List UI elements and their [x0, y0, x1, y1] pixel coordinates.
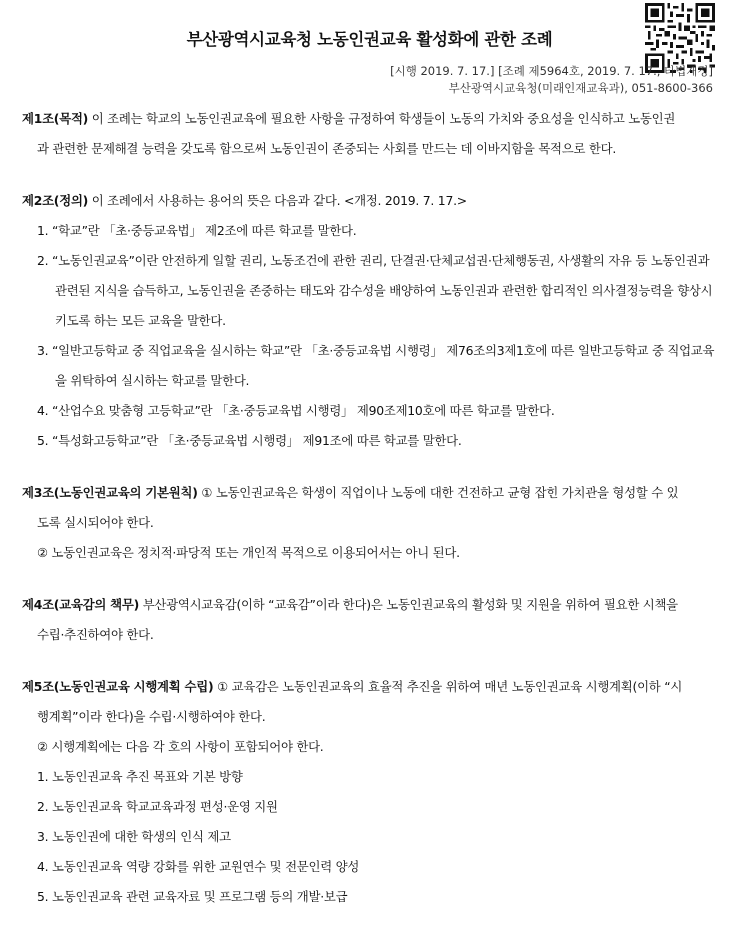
article-text: 이 조례에서 사용하는 용어의 뜻은 다음과 같다. <개정. 2019. 7. 17.> [88, 193, 467, 208]
enforcement-info: [시행 2019. 7. 17.] [조례 제5964호, 2019. 7. 17., 타법개정] [390, 64, 713, 78]
article-continuation: 과 관련한 문제해결 능력을 갖도록 함으로써 노동인권이 존중되는 사회를 만드는 데 이바지함을 목적으로 한다. [37, 141, 617, 156]
article-text: ① 교육감은 노동인권교육의 효율적 추진을 위하여 매년 노동인권교육 시행계획(이하 “시 [213, 679, 683, 694]
list-item: 3. “일반고등학교 중 직업교육을 실시하는 학교”란 「초·중등교육법 시행령」 제76조의3제1호에 따른 일반고등학교 중 직업교육을 위탁하여 실시하는 학교를 말한다. [37, 343, 715, 388]
article-first-line [0, 186, 739, 216]
article-continuation: 행계획”이라 한다)을 수립·시행하여야 한다. [37, 709, 266, 724]
article-first-line [0, 104, 739, 134]
article-paragraph: ② 노동인권교육은 정치적·파당적 또는 개인적 목적으로 이용되어서는 아니 된다. [37, 545, 460, 560]
article-heading: 제2조(정의) [22, 193, 89, 208]
list-item: 5. 노동인권교육 관련 교육자료 및 프로그램 등의 개발·보급 [37, 889, 348, 904]
list-item: 1. “학교”란 「초·중등교육법」 제2조에 따른 학교를 말한다. [37, 223, 357, 238]
document-body [0, 104, 739, 934]
list-item: 2. 노동인권교육 학교교육과정 편성·운영 지원 [37, 799, 278, 814]
list-item: 4. “산업수요 맞춤형 고등학교”란 「초·중등교육법 시행령」 제90조제10호에 따른 학교를 말한다. [37, 403, 555, 418]
article-first-line [0, 672, 739, 702]
page-title: 부산광역시교육청 노동인권교육 활성화에 관한 조례 [186, 30, 553, 49]
article-heading: 제4조(교육감의 책무) [22, 597, 140, 612]
article-continuation: 수립·추진하여야 한다. [37, 627, 154, 642]
list-item: 4. 노동인권교육 역량 강화를 위한 교원연수 및 전문인력 양성 [37, 859, 360, 874]
article-2 [0, 186, 739, 456]
article-5 [0, 672, 739, 912]
article-heading: 제3조(노동인권교육의 기본원칙) [22, 485, 198, 500]
article-heading: 제1조(목적) [22, 111, 89, 126]
article-4 [0, 590, 739, 650]
article-first-line [0, 590, 739, 620]
article-1 [0, 104, 739, 164]
department-contact: 부산광역시교육청(미래인재교육과), 051-8600-366 [448, 81, 713, 95]
article-text: 부산광역시교육감(이하 “교육감”이라 한다)은 노동인권교육의 활성화 및 지원을 위하여 필요한 시책을 [139, 597, 678, 612]
article-first-line [0, 478, 739, 508]
article-3 [0, 478, 739, 568]
article-text: ① 노동인권교육은 학생이 직업이나 노동에 대한 건전하고 균형 잡힌 가치관을 형성할 수 있 [197, 485, 679, 500]
article-heading: 제5조(노동인권교육 시행계획 수립) [22, 679, 214, 694]
list-item: 1. 노동인권교육 추진 목표와 기본 방향 [37, 769, 243, 784]
article-paragraph: ② 시행계획에는 다음 각 호의 사항이 포함되어야 한다. [37, 739, 324, 754]
list-item: 2. “노동인권교육”이란 안전하게 일할 권리, 노동조건에 관한 권리, 단결권·단체교섭권·단체행동권, 사생활의 자유 등 노동인권과 관련된 지식을 습득하고, 노동인권을 존중하는 태도와 감수성을 배양하여 노동인권과 관련한 합리적인 의사결정능력을 향상시키도록 하는 모든 교육을 말한다. [37, 253, 713, 328]
article-continuation: 도록 실시되어야 한다. [37, 515, 154, 530]
article-text: 이 조례는 학교의 노동인권교육에 필요한 사항을 규정하여 학생들이 노동의 가치와 중요성을 인식하고 노동인권 [88, 111, 676, 126]
list-item: 3. 노동인권에 대한 학생의 인식 제고 [37, 829, 231, 844]
list-item: 5. “특성화고등학교”란 「초·중등교육법 시행령」 제91조에 따른 학교를 말한다. [37, 433, 462, 448]
